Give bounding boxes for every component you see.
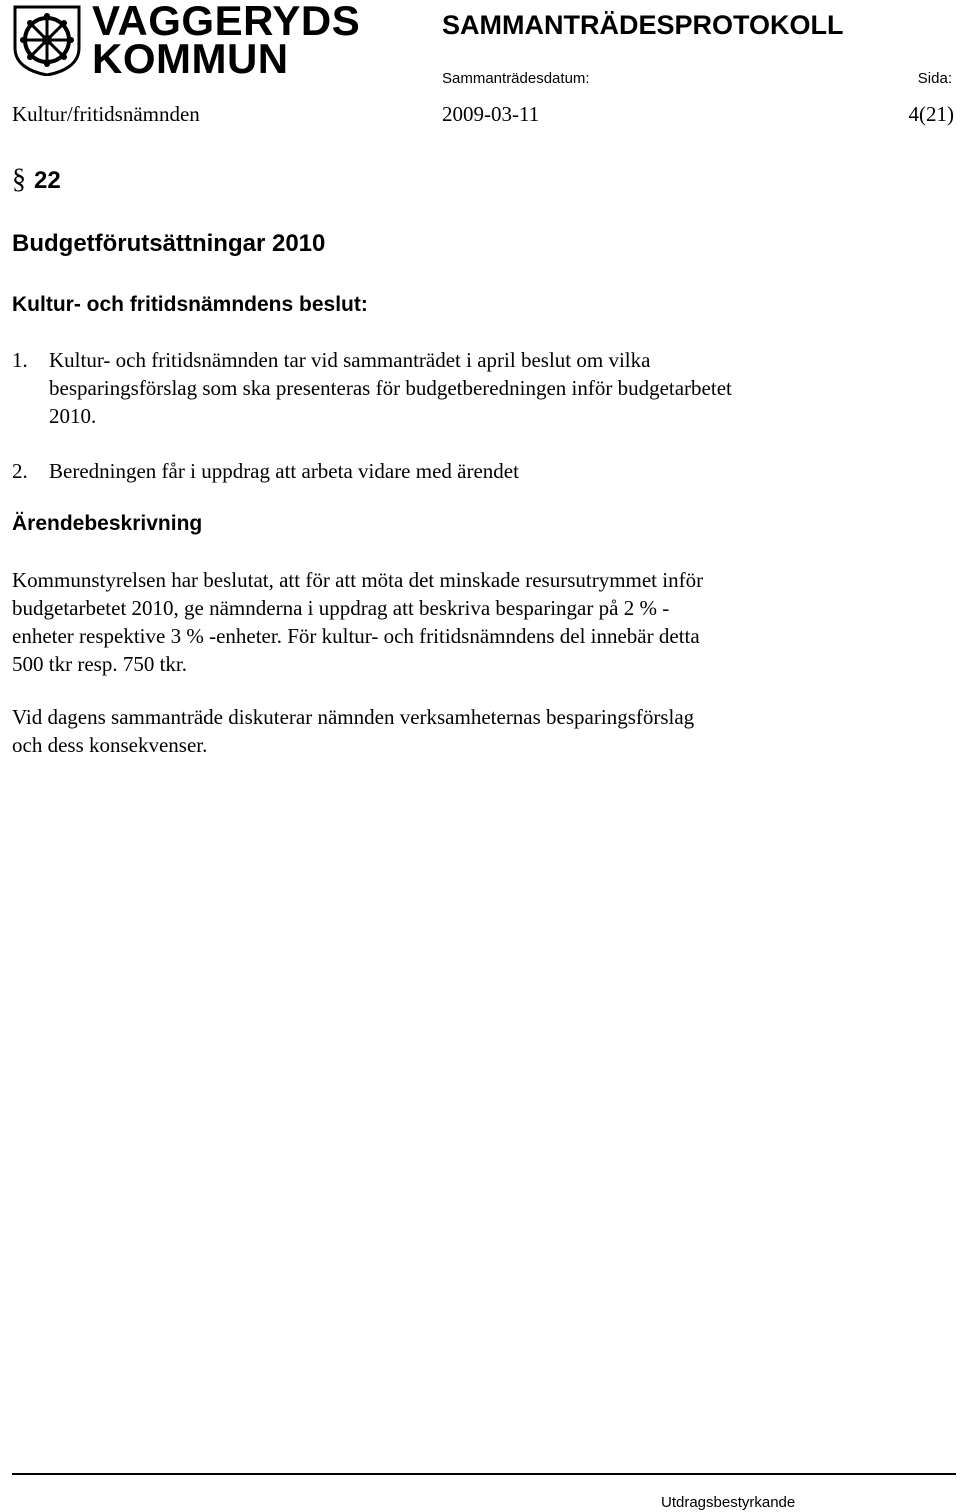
page-number: 4(21) [908,102,954,126]
page-label: Sida: [917,70,952,87]
decision-item [12,346,732,430]
decision-item-number: 1. [12,348,28,372]
logo-text-line1: VAGGERYDS [92,0,361,44]
municipality-logo [12,0,361,82]
meeting-date-label: Sammanträdesdatum: [442,70,590,87]
committee-name: Kultur/fritidsnämnden [12,102,200,126]
municipal-wheel-emblem-icon [12,4,82,76]
decision-item-text: Kultur- och fritidsnämnden tar vid sammanträdet i april beslut om vilka besparingsförslag som ska presenteras för budgetberedningen inför budgetarbetet 2010. [49,348,732,428]
section-number-value: 22 [34,167,61,194]
footer-certification-label: Utdragsbestyrkande [661,1494,796,1511]
logo-text-line2: KOMMUN [92,35,289,82]
document-type-title: SAMMANTRÄDESPROTOKOLL [442,10,844,40]
description-paragraph: Vid dagens sammanträde diskuterar nämnden verksamheternas besparingsförslag och dess konsekvenser. [12,705,695,757]
description-heading: Ärendebeskrivning [12,512,203,535]
footer-divider [12,1473,956,1475]
section-number [12,164,61,197]
decision-item [12,457,732,485]
decision-heading: Kultur- och fritidsnämndens beslut: [12,293,368,316]
section-title: Budgetförutsättningar 2010 [12,230,326,257]
description-paragraph: Kommunstyrelsen har beslutat, att för att möta det minskade resursutrymmet inför budgetarbetet 2010, ge nämnderna i uppdrag att beskriva besparingar på 2 % -enheter respektive 3 % -enheter. För kultur- och fritidsnämndens del innebär detta 500 tkr resp. 750 tkr. [12,568,704,676]
decision-item-number: 2. [12,459,28,483]
meeting-date: 2009-03-11 [442,102,540,126]
decision-item-text: Beredningen får i uppdrag att arbeta vidare med ärendet [49,459,519,483]
paragraph-sign: § [12,164,26,195]
